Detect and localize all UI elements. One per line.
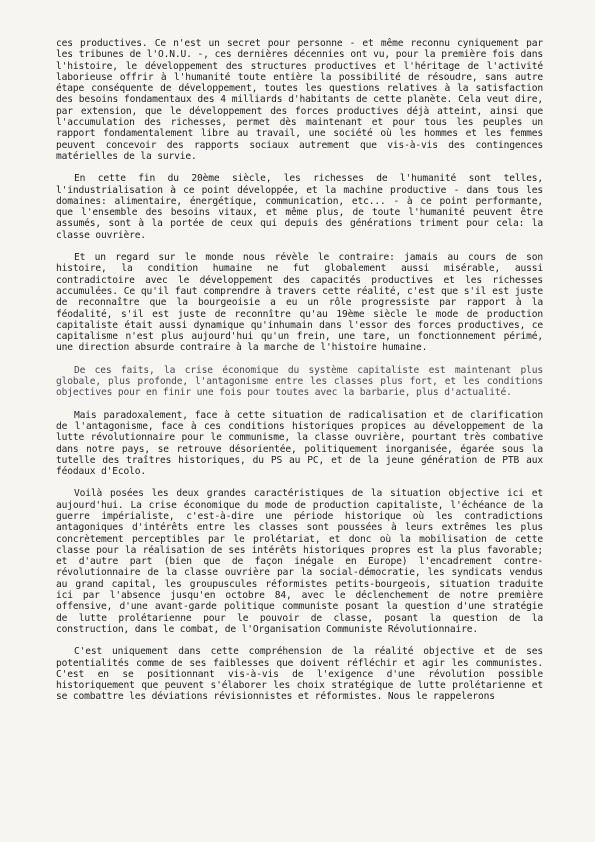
paragraph-5: Mais paradoxalement, face à cette situation de radicalisation et de clarification de l'antagonisme, face à ces conditions historiques propices au développement de la lutte révolutionnaire pour le communisme, la classe ouvrière, pourtant très combative dans notre pays, se retrouve désorientée, politiquement inorganisée, égarée sous la tutelle des traîtres historiques, du PS au PC, et de la jeune génération de PTB aux féodaux d'Ecolo. [56, 409, 543, 478]
paragraph-7: C'est uniquement dans cette compréhension de la réalité objective et de ses potentialités comme de ses faiblesses que doivent réfléchir et agir les communistes. C'est en se positionnant vis-à-vis de l'exigence d'une révolution possible historiquement que peuvent s'élaborer les choix stratégique de lutte prolétarienne et se combattre les déviations révisionnistes et réformistes. Nous le rappelerons [56, 646, 543, 703]
paragraph-3: Et un regard sur le monde nous révèle le contraire: jamais au cours de son histoire, la condition humaine ne fut globalement aussi misérable, aussi contradictoire avec le développement des capacités productives et les richesses accumulées. Ce qu'il faut comprendre à travers cette réalité, c'est que s'il est juste de reconnaître que la bourgeoisie a eu un rôle progressiste par rapport à la féodalité, s'il est juste de reconnître qu'au 19ème siècle le mode de production capitaliste était aussi dynamique qu'inhumain dans l'essor des forces productives, ce capitalisme n'est plus aujourd'hui qu'un frein, une tare, un fonctionnement périmé, une direction absurde contraire à la marche de l'histoire humaine. [56, 252, 543, 354]
paragraph-6: Voilà posées les deux grandes caractéristiques de la situation objective ici et aujourd'hui. La crise économique du mode de production capitaliste, l'échéance de la guerre impérialiste, c'est-à-dire une période historique où les contradictions antagoniques d'intérêts entre les classes sont poussées à leurs extrêmes les plus concrètement perceptibles par le prolétariat, et donc où la mobilisation de cette classe pour la réalisation de ses intérêts historiques propres est la plus favorable; et d'autre part (bien que de façon inégale en Europe) l'encadrement contre-révolutionnaire de la classe ouvrière par la social-démocratie, les syndicats vendus au grand capital, les groupuscules réformistes petits-bourgeois, situation traduite ici par l'absence jusqu'en octobre 84, avec le déclenchement de notre première offensive, d'une avant-garde politique communiste posant la question d'une stratégie de lutte prolétarienne pour le pouvoir de classe, posant la question de la construction, dans le combat, de l'Organisation Communiste Révolutionnaire. [56, 488, 543, 635]
paragraph-4: De ces faits, la crise économique du système capitaliste est maintenant plus globale, plus profonde, l'antagonisme entre les classes plus fort, et les conditions objectives pour en finir une fois pour toutes avec la barbarie, plus d'actualité. [56, 364, 543, 399]
paragraph-1: ces productives. Ce n'est un secret pour personne - et même reconnu cyniquement par les tribunes de l'O.N.U. -, ces dernières décennies ont vu, pour la première fois dans l'histoire, le développement des structures productives et l'héritage de l'activité laborieuse offrir à l'humanité toute entière la possibilité de résoudre, sans autre étape conséquente de développement, toutes les questions relatives à la satisfaction des besoins fondamentaux des 4 milliards d'habitants de cette planète. Cela veut dire, par extension, que le développement des forces productives déjà atteint, ainsi que l'accumulation des richesses, permet dès maintenant et pour tous les peuples un rapport fondamentalement libre au travail, une société où les hommes et les femmes peuvent concevoir des rapports sociaux autrement que vis-à-vis des contingences matérielles de la survie. [56, 38, 543, 162]
paragraph-2: En cette fin du 20ème siècle, les richesses de l'humanité sont telles, l'industrialisation à ce point développée, et la machine productive - dans tous les domaines: alimentaire, énergétique, communication, etc... - à ce point performante, que l'ensemble des besoins vitaux, et même plus, de toute l'humanité peuvent être assumés, sont à la portée de ceux qui depuis des générations triment pour cela: la classe ouvrière. [56, 173, 543, 241]
